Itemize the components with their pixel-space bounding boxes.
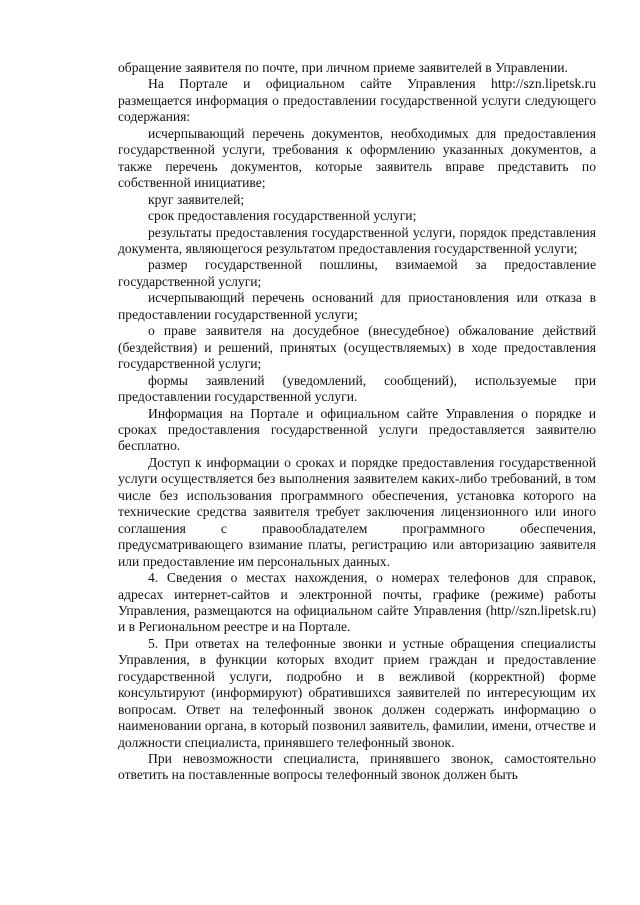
paragraph-3: исчерпывающий перечень документов, необходимых для предоставления государственной услуги, требования к оформлению указанных документов, а также перечень документов, которые заявитель вправе представить по собственной инициативе; <box>118 125 596 191</box>
paragraph-6: результаты предоставления государственной услуги, порядок представления документа, являющегося результатом предоставления государственной услуги; <box>118 224 596 256</box>
paragraph-1: обращение заявителя по почте, при личном приеме заявителей в Управлении. <box>118 60 568 75</box>
paragraph-7: размер государственной пошлины, взимаемой за предоставление государственной услуги; <box>118 257 596 289</box>
paragraph-15: При невозможности специалиста, принявшего звонок, самостоятельно ответить на поставленные вопросы телефонный звонок должен быть <box>118 751 596 783</box>
paragraph-2: На Портале и официальном сайте Управления http://szn.lipetsk.ru размещается информация о предоставлении государственной услуги следующего содержания: <box>118 76 596 125</box>
paragraph-8: исчерпывающий перечень оснований для приостановления или отказа в предоставлении государственной услуги; <box>118 290 596 322</box>
paragraph-12: Доступ к информации о сроках и порядке предоставления государственной услуги осуществляется без выполнения заявителем каких-либо требований, в том числе без использования программного обеспечения, установка которого на технические средства заявителя требует заключения лицензионного или иного соглашения с правообладателем программного обеспечения, предусматривающего взимание платы, регистрацию или авторизацию заявителя или предоставление им персональных данных. <box>118 454 596 569</box>
paragraph-9: о праве заявителя на досудебное (внесудебное) обжалование действий (бездействия) и решений, принятых (осуществляемых) в ходе предоставления государственной услуги; <box>118 323 596 372</box>
paragraph-13: 4. Сведения о местах нахождения, о номерах телефонов для справок, адресах интернет-сайтов и электронной почты, графике (режиме) работы Управления, размещаются на официальном сайте Управления (http//szn.lipetsk.ru) и в Региональном реестре и на Портале. <box>118 570 596 635</box>
paragraph-14: 5. При ответах на телефонные звонки и устные обращения специалисты Управления, в функции которых входит прием граждан и предоставление государственной услуги, подробно и в вежливой (корректной) форме консультируют (информируют) обратившихся заявителей по интересующим их вопросам. Ответ на телефонный звонок должен содержать информацию о наименовании органа, в который позвонил заявитель, фамилии, имени, отчестве и должности специалиста, принявшего телефонный звонок. <box>118 635 596 750</box>
paragraph-10: формы заявлений (уведомлений, сообщений), используемые при предоставлении государственной услуги. <box>118 372 596 405</box>
paragraph-4: круг заявителей; <box>148 191 245 207</box>
paragraph-5: срок предоставления государственной услуги; <box>148 208 417 224</box>
paragraph-11: Информация на Портале и официальном сайте Управления о порядке и сроках предоставления государственной услуги предоставляется заявителю бесплатно. <box>118 405 596 454</box>
document-page <box>118 60 596 784</box>
